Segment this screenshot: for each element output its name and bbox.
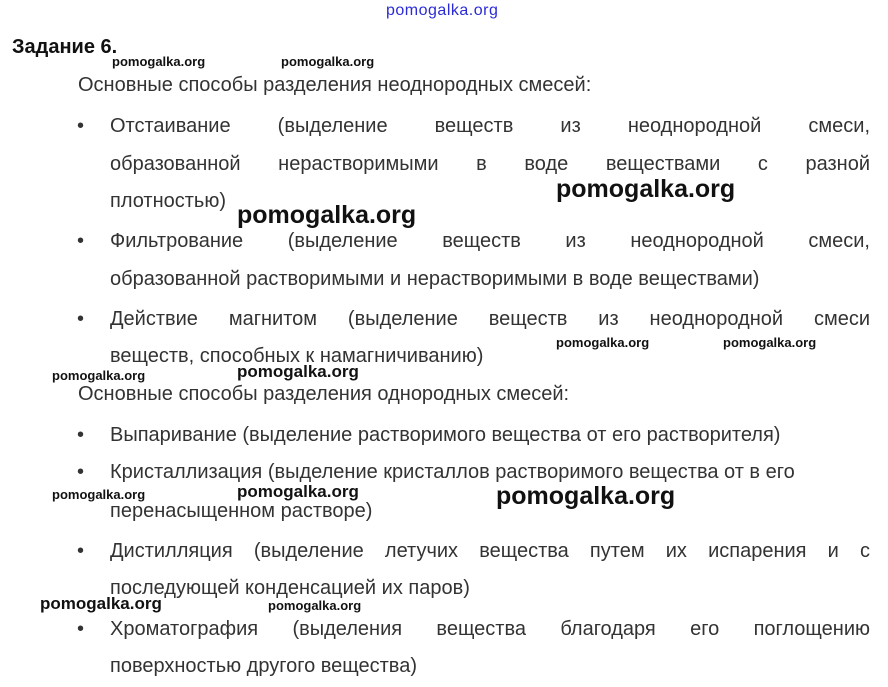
bullet: • (77, 308, 85, 330)
list-item-line: образованной растворимыми и нерастворимыми в воде веществами) (110, 268, 760, 290)
list-item-line: веществ, способных к намагничиванию) (110, 345, 484, 367)
watermark: pomogalka.org (268, 598, 362, 613)
watermark: pomogalka.org (496, 482, 676, 510)
bullet: • (77, 461, 85, 483)
watermark: pomogalka.org (281, 54, 375, 69)
watermark: pomogalka.org (723, 335, 817, 350)
list-item-line: Кристаллизация (выделение кристаллов растворимого вещества от в его (110, 461, 795, 483)
bullet: • (77, 618, 85, 640)
watermark: pomogalka.org (40, 594, 162, 613)
list-item-line: Дистилляция (выделение летучих вещества путем их испарения и с (110, 540, 870, 562)
watermark: pomogalka.org (556, 175, 736, 203)
bullet: • (77, 424, 85, 446)
watermark: pomogalka.org (52, 368, 146, 383)
list-item-line: поверхностью другого вещества) (110, 655, 417, 677)
bullet: • (77, 115, 85, 137)
list-item-line: Действие магнитом (выделение веществ из неоднородной смеси (110, 308, 870, 330)
watermark: pomogalka.org (237, 482, 359, 501)
bullet: • (77, 230, 85, 252)
list-item-line: Хроматография (выделения вещества благодаря его поглощению (110, 618, 870, 640)
list-item-line: Выпаривание (выделение растворимого вещества от его растворителя) (110, 424, 781, 446)
watermark: pomogalka.org (237, 201, 417, 229)
list-item-line: плотностью) (110, 190, 226, 212)
task-title: Задание 6. (12, 36, 118, 58)
watermark: pomogalka.org (112, 54, 206, 69)
watermark: pomogalka.org (52, 487, 146, 502)
homogeneous-intro: Основные способы разделения однородных смесей: (78, 383, 570, 405)
list-item-line: перенасыщенном растворе) (110, 500, 373, 522)
watermark-top: pomogalka.org (386, 2, 499, 19)
watermark: pomogalka.org (556, 335, 650, 350)
list-item-line: последующей конденсацией их паров) (110, 577, 470, 599)
list-item-line: образованной нерастворимыми в воде веществами с разной (110, 153, 870, 175)
watermark: pomogalka.org (237, 362, 359, 381)
heterogeneous-intro: Основные способы разделения неоднородных смесей: (78, 74, 592, 96)
list-item-line: Отстаивание (выделение веществ из неоднородной смеси, (110, 115, 870, 137)
list-item-line: Фильтрование (выделение веществ из неоднородной смеси, (110, 230, 870, 252)
bullet: • (77, 540, 85, 562)
